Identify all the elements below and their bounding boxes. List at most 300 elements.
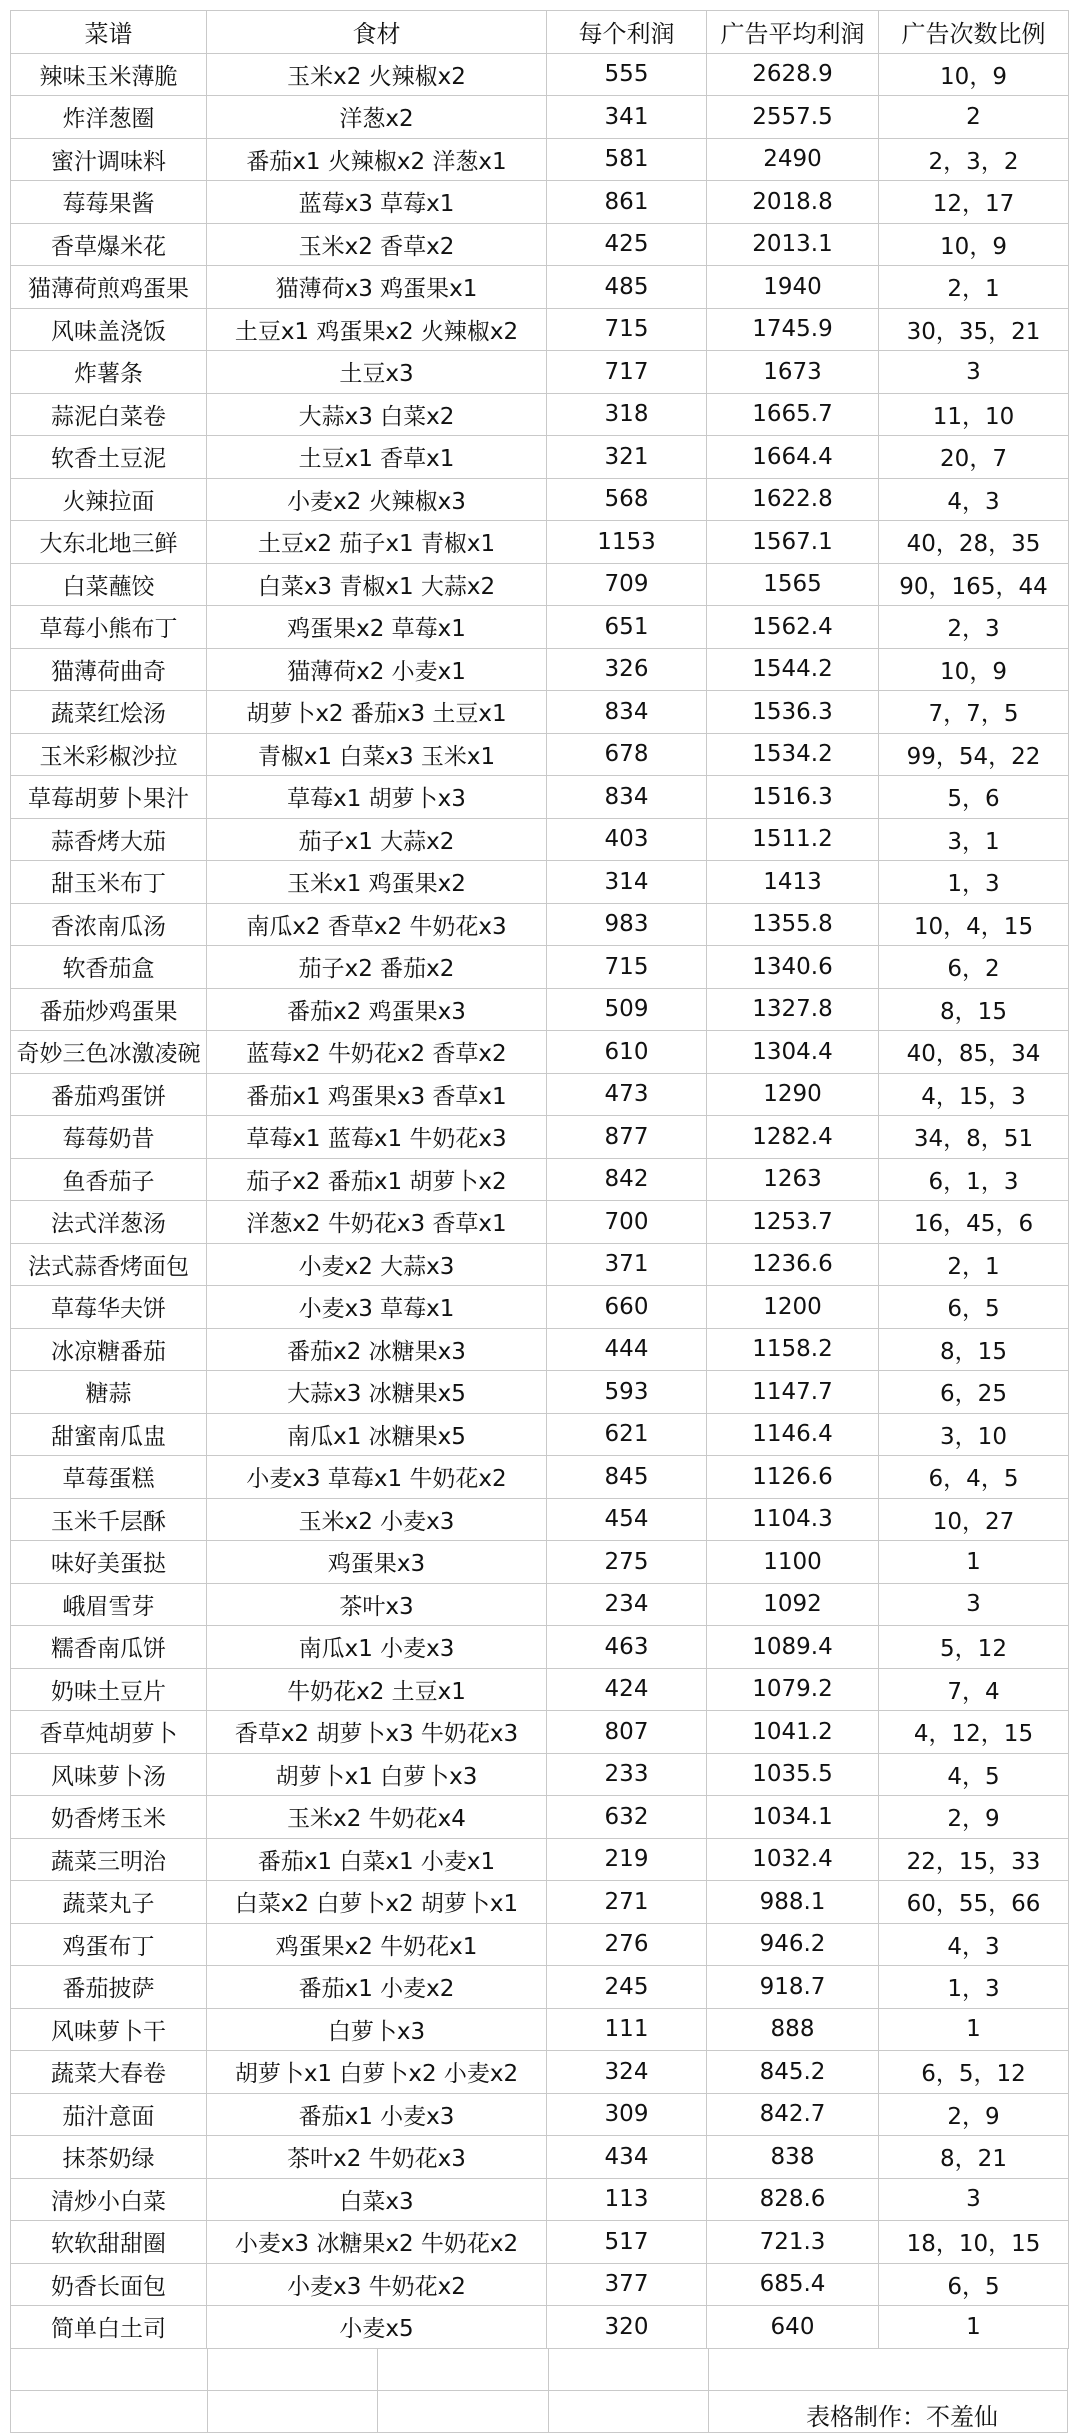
ingredients-cell: 草莓x1 胡萝卜x3 xyxy=(207,776,547,819)
ad-avg-profit-cell: 1290 xyxy=(707,1073,879,1116)
table-row xyxy=(11,393,1069,436)
ad-avg-profit-cell: 1104.3 xyxy=(707,1498,879,1541)
header-row xyxy=(11,11,1069,54)
ingredients-cell: 白萝卜x3 xyxy=(207,2008,547,2051)
ad-avg-profit-cell: 1100 xyxy=(707,1541,879,1584)
empty-row xyxy=(10,2349,1068,2391)
profit-each-cell: 709 xyxy=(547,563,707,606)
recipe-name-cell: 鸡蛋布丁 xyxy=(11,1923,207,1966)
ad-avg-profit-cell: 1304.4 xyxy=(707,1031,879,1074)
ad-count-ratio-cell: 4，3 xyxy=(879,1923,1069,1966)
header-ad-avg-profit: 广告平均利润 xyxy=(707,11,879,54)
recipe-name-cell: 风味萝卜汤 xyxy=(11,1753,207,1796)
table-row xyxy=(11,563,1069,606)
table-row xyxy=(11,2306,1069,2349)
ingredients-cell: 白菜x2 白萝卜x2 胡萝卜x1 xyxy=(207,1881,547,1924)
table-row xyxy=(11,266,1069,309)
recipe-name-cell: 蔬菜三明治 xyxy=(11,1838,207,1881)
ingredients-cell: 香草x2 胡萝卜x3 牛奶花x3 xyxy=(207,1711,547,1754)
table-row xyxy=(11,1328,1069,1371)
ingredients-cell: 番茄x1 小麦x2 xyxy=(207,1966,547,2009)
ad-count-ratio-cell: 3 xyxy=(879,2178,1069,2221)
table-row xyxy=(11,818,1069,861)
recipe-name-cell: 软香土豆泥 xyxy=(11,436,207,479)
ad-count-ratio-cell: 40，28，35 xyxy=(879,521,1069,564)
ingredients-cell: 土豆x1 香草x1 xyxy=(207,436,547,479)
ad-avg-profit-cell: 888 xyxy=(707,2008,879,2051)
profit-each-cell: 834 xyxy=(547,691,707,734)
ad-avg-profit-cell: 1092 xyxy=(707,1583,879,1626)
ad-count-ratio-cell: 2，1 xyxy=(879,1243,1069,1286)
table-row xyxy=(11,1498,1069,1541)
table-row xyxy=(11,606,1069,649)
ingredients-cell: 大蒜x3 白菜x2 xyxy=(207,393,547,436)
ingredients-cell: 茶叶x2 牛奶花x3 xyxy=(207,2136,547,2179)
ingredients-cell: 牛奶花x2 土豆x1 xyxy=(207,1668,547,1711)
ad-avg-profit-cell: 1940 xyxy=(707,266,879,309)
ad-count-ratio-cell: 5，6 xyxy=(879,776,1069,819)
recipe-name-cell: 炸洋葱圈 xyxy=(11,96,207,139)
recipe-name-cell: 甜蜜南瓜盅 xyxy=(11,1413,207,1456)
ad-count-ratio-cell: 10，9 xyxy=(879,648,1069,691)
ingredients-cell: 蓝莓x3 草莓x1 xyxy=(207,181,547,224)
table-row xyxy=(11,648,1069,691)
ad-avg-profit-cell: 2628.9 xyxy=(707,53,879,96)
ad-count-ratio-cell: 4，15，3 xyxy=(879,1073,1069,1116)
ad-count-ratio-cell: 6，5 xyxy=(879,2263,1069,2306)
ad-avg-profit-cell: 721.3 xyxy=(707,2221,879,2264)
ad-count-ratio-cell: 1，3 xyxy=(879,861,1069,904)
table-credit: 表格制作：不羞仙 xyxy=(806,2402,998,2431)
ad-count-ratio-cell: 90，165，44 xyxy=(879,563,1069,606)
profit-each-cell: 660 xyxy=(547,1286,707,1329)
recipe-name-cell: 火辣拉面 xyxy=(11,478,207,521)
table-row xyxy=(11,181,1069,224)
profit-each-cell: 434 xyxy=(547,2136,707,2179)
recipe-name-cell: 糖蒜 xyxy=(11,1371,207,1414)
table-row xyxy=(11,2136,1069,2179)
ad-count-ratio-cell: 1，3 xyxy=(879,1966,1069,2009)
table-row xyxy=(11,776,1069,819)
ad-avg-profit-cell: 1622.8 xyxy=(707,478,879,521)
profit-each-cell: 700 xyxy=(547,1201,707,1244)
profit-each-cell: 276 xyxy=(547,1923,707,1966)
ad-avg-profit-cell: 845.2 xyxy=(707,2051,879,2094)
table-row xyxy=(11,1541,1069,1584)
table-row xyxy=(11,988,1069,1031)
ad-avg-profit-cell: 1158.2 xyxy=(707,1328,879,1371)
profit-each-cell: 807 xyxy=(547,1711,707,1754)
ad-avg-profit-cell: 946.2 xyxy=(707,1923,879,1966)
ingredients-cell: 土豆x2 茄子x1 青椒x1 xyxy=(207,521,547,564)
ad-avg-profit-cell: 1673 xyxy=(707,351,879,394)
ingredients-cell: 小麦x2 大蒜x3 xyxy=(207,1243,547,1286)
recipe-name-cell: 番茄披萨 xyxy=(11,1966,207,2009)
table-row xyxy=(11,1243,1069,1286)
ad-count-ratio-cell: 7，4 xyxy=(879,1668,1069,1711)
recipe-name-cell: 蒜香烤大茄 xyxy=(11,818,207,861)
profit-each-cell: 834 xyxy=(547,776,707,819)
ad-avg-profit-cell: 1567.1 xyxy=(707,521,879,564)
empty-cell xyxy=(207,2349,377,2390)
table-row xyxy=(11,436,1069,479)
ad-avg-profit-cell: 1079.2 xyxy=(707,1668,879,1711)
recipe-name-cell: 玉米彩椒沙拉 xyxy=(11,733,207,776)
ingredients-cell: 大蒜x3 冰糖果x5 xyxy=(207,1371,547,1414)
ad-count-ratio-cell: 22，15，33 xyxy=(879,1838,1069,1881)
empty-cell xyxy=(377,2391,548,2432)
profit-each-cell: 234 xyxy=(547,1583,707,1626)
recipe-name-cell: 简单白土司 xyxy=(11,2306,207,2349)
profit-each-cell: 877 xyxy=(547,1116,707,1159)
ad-avg-profit-cell: 1665.7 xyxy=(707,393,879,436)
profit-each-cell: 485 xyxy=(547,266,707,309)
ad-avg-profit-cell: 1282.4 xyxy=(707,1116,879,1159)
profit-each-cell: 324 xyxy=(547,2051,707,2094)
recipe-name-cell: 白菜蘸饺 xyxy=(11,563,207,606)
ad-count-ratio-cell: 1 xyxy=(879,2306,1069,2349)
profit-each-cell: 318 xyxy=(547,393,707,436)
ingredients-cell: 土豆x1 鸡蛋果x2 火辣椒x2 xyxy=(207,308,547,351)
ingredients-cell: 玉米x2 火辣椒x2 xyxy=(207,53,547,96)
empty-cell xyxy=(377,2349,548,2390)
ingredients-cell: 胡萝卜x1 白萝卜x2 小麦x2 xyxy=(207,2051,547,2094)
table-row xyxy=(11,2008,1069,2051)
recipe-name-cell: 草莓小熊布丁 xyxy=(11,606,207,649)
ad-count-ratio-cell: 4，5 xyxy=(879,1753,1069,1796)
profit-each-cell: 983 xyxy=(547,903,707,946)
ad-count-ratio-cell: 11，10 xyxy=(879,393,1069,436)
ingredients-cell: 青椒x1 白菜x3 玉米x1 xyxy=(207,733,547,776)
recipe-name-cell: 奇妙三色冰激凌碗 xyxy=(11,1031,207,1074)
ingredients-cell: 白菜x3 xyxy=(207,2178,547,2221)
table-row xyxy=(11,96,1069,139)
table-row xyxy=(11,2221,1069,2264)
ad-count-ratio-cell: 3 xyxy=(879,1583,1069,1626)
ad-count-ratio-cell: 6，25 xyxy=(879,1371,1069,1414)
ad-count-ratio-cell: 2，1 xyxy=(879,266,1069,309)
profit-each-cell: 309 xyxy=(547,2093,707,2136)
ad-avg-profit-cell: 842.7 xyxy=(707,2093,879,2136)
ad-avg-profit-cell: 2018.8 xyxy=(707,181,879,224)
ad-avg-profit-cell: 1562.4 xyxy=(707,606,879,649)
ingredients-cell: 猫薄荷x2 小麦x1 xyxy=(207,648,547,691)
profit-each-cell: 321 xyxy=(547,436,707,479)
profit-each-cell: 517 xyxy=(547,2221,707,2264)
recipe-name-cell: 茄汁意面 xyxy=(11,2093,207,2136)
recipe-name-cell: 辣味玉米薄脆 xyxy=(11,53,207,96)
profit-each-cell: 424 xyxy=(547,1668,707,1711)
ad-count-ratio-cell: 30，35，21 xyxy=(879,308,1069,351)
ingredients-cell: 小麦x5 xyxy=(207,2306,547,2349)
ad-count-ratio-cell: 6，2 xyxy=(879,946,1069,989)
table-row xyxy=(11,1031,1069,1074)
empty-cell xyxy=(708,2349,1068,2390)
profit-each-cell: 403 xyxy=(547,818,707,861)
ad-avg-profit-cell: 1340.6 xyxy=(707,946,879,989)
recipe-name-cell: 奶味土豆片 xyxy=(11,1668,207,1711)
table-row xyxy=(11,223,1069,266)
ad-avg-profit-cell: 838 xyxy=(707,2136,879,2179)
recipe-name-cell: 蔬菜大春卷 xyxy=(11,2051,207,2094)
profit-each-cell: 275 xyxy=(547,1541,707,1584)
ad-avg-profit-cell: 1035.5 xyxy=(707,1753,879,1796)
table-row xyxy=(11,478,1069,521)
ad-count-ratio-cell: 8，21 xyxy=(879,2136,1069,2179)
ad-count-ratio-cell: 10，27 xyxy=(879,1498,1069,1541)
profit-each-cell: 593 xyxy=(547,1371,707,1414)
profit-each-cell: 326 xyxy=(547,648,707,691)
ad-avg-profit-cell: 1089.4 xyxy=(707,1626,879,1669)
table-row xyxy=(11,53,1069,96)
ingredients-cell: 南瓜x1 小麦x3 xyxy=(207,1626,547,1669)
ad-count-ratio-cell: 6，5，12 xyxy=(879,2051,1069,2094)
profit-each-cell: 555 xyxy=(547,53,707,96)
ingredients-cell: 白菜x3 青椒x1 大蒜x2 xyxy=(207,563,547,606)
table-row xyxy=(11,1158,1069,1201)
table-row xyxy=(11,1583,1069,1626)
ingredients-cell: 番茄x1 鸡蛋果x3 香草x1 xyxy=(207,1073,547,1116)
ad-count-ratio-cell: 1 xyxy=(879,2008,1069,2051)
recipe-name-cell: 蔬菜丸子 xyxy=(11,1881,207,1924)
ingredients-cell: 猫薄荷x3 鸡蛋果x1 xyxy=(207,266,547,309)
table-row xyxy=(11,138,1069,181)
ad-avg-profit-cell: 1516.3 xyxy=(707,776,879,819)
recipe-name-cell: 草莓华夫饼 xyxy=(11,1286,207,1329)
ingredients-cell: 草莓x1 蓝莓x1 牛奶花x3 xyxy=(207,1116,547,1159)
profit-each-cell: 425 xyxy=(547,223,707,266)
table-row xyxy=(11,1923,1069,1966)
header-ad-count-ratio: 广告次数比例 xyxy=(879,11,1069,54)
table-row xyxy=(11,1201,1069,1244)
ad-count-ratio-cell: 6，5 xyxy=(879,1286,1069,1329)
recipe-name-cell: 软香茄盒 xyxy=(11,946,207,989)
ad-avg-profit-cell: 1263 xyxy=(707,1158,879,1201)
profit-each-cell: 454 xyxy=(547,1498,707,1541)
ingredients-cell: 南瓜x1 冰糖果x5 xyxy=(207,1413,547,1456)
table-row xyxy=(11,1073,1069,1116)
ad-count-ratio-cell: 2，9 xyxy=(879,2093,1069,2136)
table-row xyxy=(11,1966,1069,2009)
header-profit-each: 每个利润 xyxy=(547,11,707,54)
ad-count-ratio-cell: 6，4，5 xyxy=(879,1456,1069,1499)
ad-avg-profit-cell: 1544.2 xyxy=(707,648,879,691)
ingredients-cell: 玉米x2 小麦x3 xyxy=(207,1498,547,1541)
ingredients-cell: 小麦x2 火辣椒x3 xyxy=(207,478,547,521)
table-row xyxy=(11,1838,1069,1881)
profit-each-cell: 845 xyxy=(547,1456,707,1499)
ad-count-ratio-cell: 6，1，3 xyxy=(879,1158,1069,1201)
table-row xyxy=(11,1286,1069,1329)
ad-avg-profit-cell: 1745.9 xyxy=(707,308,879,351)
profit-each-cell: 320 xyxy=(547,2306,707,2349)
ingredients-cell: 番茄x1 火辣椒x2 洋葱x1 xyxy=(207,138,547,181)
profit-each-cell: 271 xyxy=(547,1881,707,1924)
recipe-name-cell: 风味盖浇饭 xyxy=(11,308,207,351)
ad-count-ratio-cell: 3，1 xyxy=(879,818,1069,861)
recipe-name-cell: 草莓蛋糕 xyxy=(11,1456,207,1499)
ingredients-cell: 胡萝卜x2 番茄x3 土豆x1 xyxy=(207,691,547,734)
recipe-name-cell: 莓莓果酱 xyxy=(11,181,207,224)
ad-count-ratio-cell: 99，54，22 xyxy=(879,733,1069,776)
recipe-name-cell: 蜜汁调味料 xyxy=(11,138,207,181)
ad-avg-profit-cell: 1664.4 xyxy=(707,436,879,479)
ad-count-ratio-cell: 10，9 xyxy=(879,223,1069,266)
ad-avg-profit-cell: 1126.6 xyxy=(707,1456,879,1499)
ad-avg-profit-cell: 2013.1 xyxy=(707,223,879,266)
table-row xyxy=(11,1711,1069,1754)
table-row xyxy=(11,1116,1069,1159)
table-row xyxy=(11,1881,1069,1924)
ad-count-ratio-cell: 20，7 xyxy=(879,436,1069,479)
table-row xyxy=(11,2263,1069,2306)
table-row xyxy=(11,861,1069,904)
ingredients-cell: 小麦x3 牛奶花x2 xyxy=(207,2263,547,2306)
ad-avg-profit-cell: 1511.2 xyxy=(707,818,879,861)
ingredients-cell: 鸡蛋果x2 草莓x1 xyxy=(207,606,547,649)
recipe-name-cell: 香草爆米花 xyxy=(11,223,207,266)
ingredients-cell: 茄子x2 番茄x2 xyxy=(207,946,547,989)
ad-count-ratio-cell: 12，17 xyxy=(879,181,1069,224)
table-row xyxy=(11,2093,1069,2136)
ingredients-cell: 鸡蛋果x2 牛奶花x1 xyxy=(207,1923,547,1966)
ad-count-ratio-cell: 60，55，66 xyxy=(879,1881,1069,1924)
recipe-name-cell: 软软甜甜圈 xyxy=(11,2221,207,2264)
ad-count-ratio-cell: 2，3，2 xyxy=(879,138,1069,181)
recipe-name-cell: 峨眉雪芽 xyxy=(11,1583,207,1626)
ad-count-ratio-cell: 4，3 xyxy=(879,478,1069,521)
empty-rows-area xyxy=(10,2349,1068,2433)
profit-each-cell: 717 xyxy=(547,351,707,394)
table-row xyxy=(11,1371,1069,1414)
ingredients-cell: 番茄x1 小麦x3 xyxy=(207,2093,547,2136)
recipe-name-cell: 炸薯条 xyxy=(11,351,207,394)
ad-avg-profit-cell: 1327.8 xyxy=(707,988,879,1031)
ad-avg-profit-cell: 1236.6 xyxy=(707,1243,879,1286)
ad-count-ratio-cell: 16，45，6 xyxy=(879,1201,1069,1244)
ad-avg-profit-cell: 1534.2 xyxy=(707,733,879,776)
recipe-name-cell: 番茄炒鸡蛋果 xyxy=(11,988,207,1031)
spreadsheet xyxy=(10,10,1068,2433)
profit-each-cell: 610 xyxy=(547,1031,707,1074)
ad-count-ratio-cell: 18，10，15 xyxy=(879,2221,1069,2264)
ad-count-ratio-cell: 2，3 xyxy=(879,606,1069,649)
profit-each-cell: 842 xyxy=(547,1158,707,1201)
recipe-name-cell: 糯香南瓜饼 xyxy=(11,1626,207,1669)
table-row xyxy=(11,1626,1069,1669)
table-row xyxy=(11,2178,1069,2221)
ad-avg-profit-cell: 1536.3 xyxy=(707,691,879,734)
profit-each-cell: 509 xyxy=(547,988,707,1031)
recipe-name-cell: 奶香烤玉米 xyxy=(11,1796,207,1839)
recipe-name-cell: 莓莓奶昔 xyxy=(11,1116,207,1159)
ad-count-ratio-cell: 3 xyxy=(879,351,1069,394)
ad-avg-profit-cell: 2557.5 xyxy=(707,96,879,139)
ad-count-ratio-cell: 8，15 xyxy=(879,1328,1069,1371)
recipe-name-cell: 大东北地三鲜 xyxy=(11,521,207,564)
ad-count-ratio-cell: 2，9 xyxy=(879,1796,1069,1839)
empty-cell xyxy=(548,2349,708,2390)
profit-each-cell: 473 xyxy=(547,1073,707,1116)
ad-avg-profit-cell: 1041.2 xyxy=(707,1711,879,1754)
ingredients-cell: 胡萝卜x1 白萝卜x3 xyxy=(207,1753,547,1796)
recipe-name-cell: 草莓胡萝卜果汁 xyxy=(11,776,207,819)
profit-each-cell: 715 xyxy=(547,308,707,351)
ingredients-cell: 蓝莓x2 牛奶花x2 香草x2 xyxy=(207,1031,547,1074)
ad-count-ratio-cell: 10，9 xyxy=(879,53,1069,96)
table-row xyxy=(11,521,1069,564)
recipe-name-cell: 法式蒜香烤面包 xyxy=(11,1243,207,1286)
recipe-name-cell: 猫薄荷煎鸡蛋果 xyxy=(11,266,207,309)
recipe-table xyxy=(10,10,1069,2349)
recipe-name-cell: 玉米千层酥 xyxy=(11,1498,207,1541)
ad-avg-profit-cell: 1253.7 xyxy=(707,1201,879,1244)
table-body xyxy=(11,53,1069,2348)
recipe-name-cell: 甜玉米布丁 xyxy=(11,861,207,904)
ad-avg-profit-cell: 1146.4 xyxy=(707,1413,879,1456)
ingredients-cell: 茄子x2 番茄x1 胡萝卜x2 xyxy=(207,1158,547,1201)
empty-cell xyxy=(10,2391,207,2432)
ad-avg-profit-cell: 640 xyxy=(707,2306,879,2349)
table-row xyxy=(11,946,1069,989)
ad-avg-profit-cell: 685.4 xyxy=(707,2263,879,2306)
empty-cell xyxy=(10,2349,207,2390)
ad-avg-profit-cell: 1200 xyxy=(707,1286,879,1329)
profit-each-cell: 678 xyxy=(547,733,707,776)
ingredients-cell: 玉米x2 香草x2 xyxy=(207,223,547,266)
ad-count-ratio-cell: 5，12 xyxy=(879,1626,1069,1669)
profit-each-cell: 314 xyxy=(547,861,707,904)
header-recipe: 菜谱 xyxy=(11,11,207,54)
profit-each-cell: 581 xyxy=(547,138,707,181)
table-row xyxy=(11,2051,1069,2094)
table-row xyxy=(11,351,1069,394)
ingredients-cell: 小麦x3 冰糖果x2 牛奶花x2 xyxy=(207,2221,547,2264)
ad-count-ratio-cell: 4，12，15 xyxy=(879,1711,1069,1754)
ad-count-ratio-cell: 34，8，51 xyxy=(879,1116,1069,1159)
ad-count-ratio-cell: 10，4，15 xyxy=(879,903,1069,946)
ingredients-cell: 茄子x1 大蒜x2 xyxy=(207,818,547,861)
ad-count-ratio-cell: 40，85，34 xyxy=(879,1031,1069,1074)
profit-each-cell: 219 xyxy=(547,1838,707,1881)
ad-avg-profit-cell: 1413 xyxy=(707,861,879,904)
profit-each-cell: 111 xyxy=(547,2008,707,2051)
ad-avg-profit-cell: 1147.7 xyxy=(707,1371,879,1414)
ingredients-cell: 小麦x3 草莓x1 牛奶花x2 xyxy=(207,1456,547,1499)
profit-each-cell: 444 xyxy=(547,1328,707,1371)
recipe-name-cell: 冰凉糖番茄 xyxy=(11,1328,207,1371)
table-row xyxy=(11,1668,1069,1711)
ad-avg-profit-cell: 1565 xyxy=(707,563,879,606)
table-row xyxy=(11,691,1069,734)
ad-avg-profit-cell: 988.1 xyxy=(707,1881,879,1924)
recipe-name-cell: 香草炖胡萝卜 xyxy=(11,1711,207,1754)
recipe-name-cell: 蔬菜红烩汤 xyxy=(11,691,207,734)
ingredients-cell: 番茄x2 鸡蛋果x3 xyxy=(207,988,547,1031)
ad-avg-profit-cell: 1355.8 xyxy=(707,903,879,946)
profit-each-cell: 861 xyxy=(547,181,707,224)
ingredients-cell: 茶叶x3 xyxy=(207,1583,547,1626)
recipe-name-cell: 猫薄荷曲奇 xyxy=(11,648,207,691)
profit-each-cell: 371 xyxy=(547,1243,707,1286)
ad-avg-profit-cell: 1034.1 xyxy=(707,1796,879,1839)
profit-each-cell: 341 xyxy=(547,96,707,139)
recipe-name-cell: 香浓南瓜汤 xyxy=(11,903,207,946)
profit-each-cell: 568 xyxy=(547,478,707,521)
ingredients-cell: 鸡蛋果x3 xyxy=(207,1541,547,1584)
table-row xyxy=(11,903,1069,946)
profit-each-cell: 377 xyxy=(547,2263,707,2306)
